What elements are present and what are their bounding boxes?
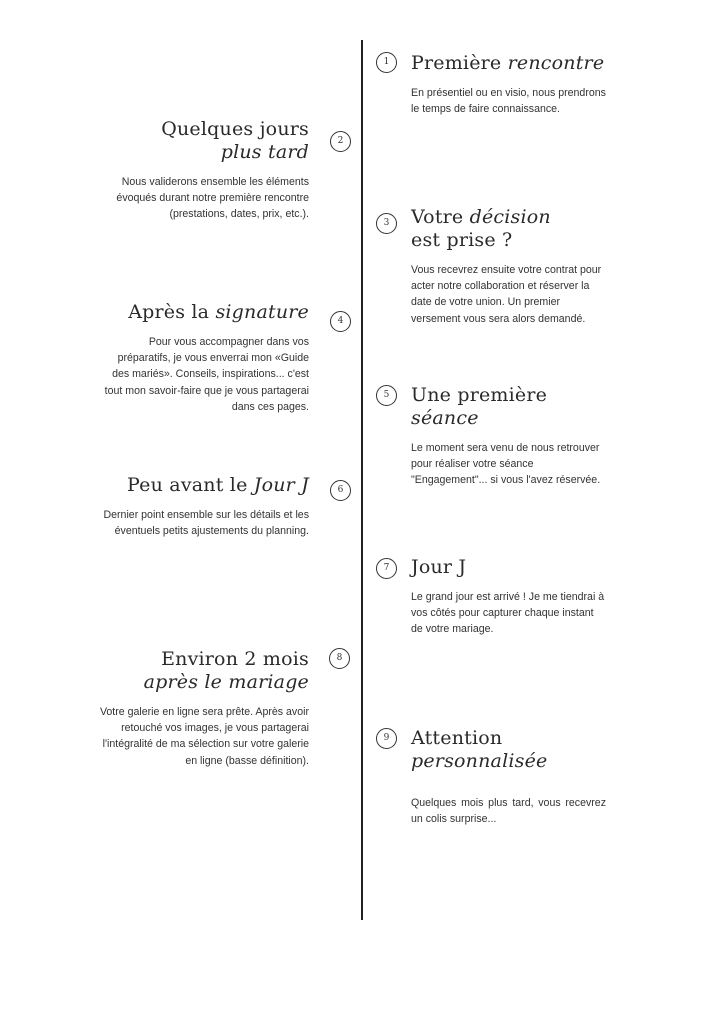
step-number-badge: 7 [376, 558, 397, 579]
timeline-step-3 [411, 206, 606, 327]
timeline-step-9 [411, 727, 606, 827]
step-description: Pour vous accompagner dans vos préparatifs, je vous enverrai mon «Guide des mariés». Conseils, inspirations... c'est tout mon savoir-faire que je vous partagerai dans ces pages. [104, 336, 309, 413]
step-description: Nous validerons ensemble les éléments évoqués durant notre première rencontre (prestations, dates, prix, etc.). [116, 176, 309, 221]
step-number-badge: 2 [330, 131, 351, 152]
step-description: Vous recevrez ensuite votre contrat pour acter notre collaboration et réserver la date de votre union. Un premier versement vous sera alors demandé. [411, 264, 602, 325]
timeline-step-5 [411, 384, 606, 489]
step-title: Une première séance [411, 384, 548, 429]
step-number-badge: 4 [330, 311, 351, 332]
step-description: En présentiel ou en visio, nous prendrons le temps de faire connaissance. [411, 87, 606, 116]
step-number-badge: 8 [329, 648, 350, 669]
step-title: Attention personnalisée [411, 727, 548, 772]
timeline-step-4 [99, 301, 309, 415]
step-description: Le grand jour est arrivé ! Je me tiendrai à vos côtés pour capturer chaque instant de votre mariage. [411, 591, 605, 636]
step-number-badge: 9 [376, 728, 397, 749]
timeline-line [361, 40, 363, 920]
timeline-step-7 [411, 556, 606, 638]
timeline-step-6 [99, 474, 309, 539]
step-description: Dernier point ensemble sur les détails et les éventuels petits ajustements du planning. [103, 509, 309, 538]
step-description: Quelques mois plus tard, vous recevrez un colis surprise... [411, 797, 606, 826]
step-description: Votre galerie en ligne sera prête. Après avoir retouché vos images, je vous partagerai l'intégralité de ma sélection sur votre galerie en ligne (basse définition). [99, 706, 309, 767]
step-number-badge: 5 [376, 385, 397, 406]
step-title: Jour J [411, 556, 467, 578]
step-title: Première rencontre [411, 52, 605, 74]
timeline-step-2 [99, 118, 309, 223]
step-title: Après la signature [128, 301, 309, 323]
step-title: Environ 2 mois après le mariage [143, 648, 309, 693]
timeline-step-1 [411, 52, 606, 117]
step-title: Votre décision est prise ? [411, 206, 551, 251]
timeline-step-8 [99, 648, 309, 769]
step-title: Quelques jours plus tard [161, 118, 309, 163]
step-description: Le moment sera venu de nous retrouver pour réaliser votre séance "Engagement"... si vous l'avez réservée. [411, 442, 601, 487]
step-number-badge: 3 [376, 213, 397, 234]
step-title: Peu avant le Jour J [127, 474, 309, 496]
step-number-badge: 1 [376, 52, 397, 73]
step-number-badge: 6 [330, 480, 351, 501]
